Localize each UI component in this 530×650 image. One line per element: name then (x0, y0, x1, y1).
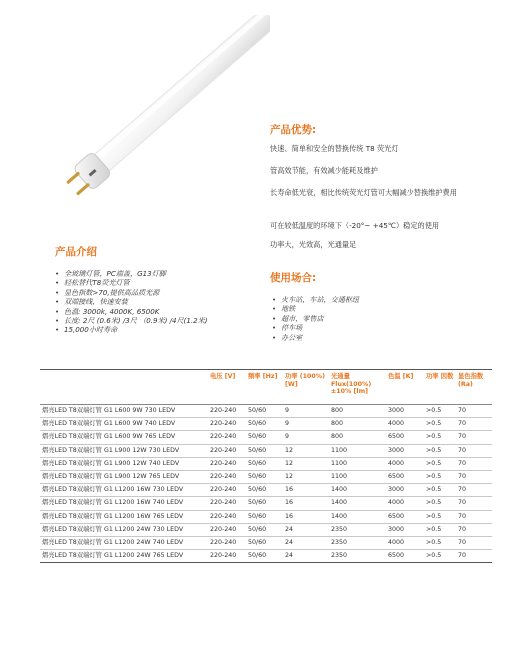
cell-voltage: 220-240 (208, 550, 246, 563)
cell-frequency: 50/60 (246, 405, 283, 418)
cell-product: 熠亮LED T8双端灯管 G1 L600 9W 765 LEDV (40, 431, 208, 444)
advantage-item: 功率大，光效高，光通量足 (270, 240, 357, 249)
cell-cri: 70 (456, 418, 492, 431)
cell-color-temp: 4000 (386, 418, 424, 431)
cell-cri: 70 (456, 471, 492, 484)
table-row (40, 510, 492, 523)
cell-flux: 1400 (329, 497, 386, 510)
cell-cri: 70 (456, 550, 492, 563)
cell-voltage: 220-240 (208, 457, 246, 470)
cell-cri: 70 (456, 405, 492, 418)
cell-power: 16 (283, 484, 329, 497)
cell-product: 熠亮LED T8双端灯管 G1 L1200 16W 730 LEDV (40, 484, 208, 497)
header-frequency: 频率 [Hz] (248, 373, 278, 380)
cell-frequency: 50/60 (246, 550, 283, 563)
cell-color-temp: 6500 (386, 471, 424, 484)
cell-voltage: 220-240 (208, 431, 246, 444)
cell-voltage: 220-240 (208, 523, 246, 536)
cell-cri: 70 (456, 484, 492, 497)
table-row (40, 405, 492, 418)
applications-title: 使用场合: (270, 272, 317, 284)
header-flux: 光通量 Flux(100%)±10% [lm] (331, 373, 372, 396)
cell-power-factor: >0.5 (424, 523, 456, 536)
cell-power: 9 (283, 418, 329, 431)
cell-product: 熠亮LED T8双端灯管 G1 L600 9W 730 LEDV (40, 405, 208, 418)
cell-flux: 800 (329, 418, 386, 431)
cell-cri: 70 (456, 523, 492, 536)
cell-color-temp: 3000 (386, 523, 424, 536)
cell-product: 熠亮LED T8双端灯管 G1 L1200 16W 740 LEDV (40, 497, 208, 510)
table-header-row (40, 370, 492, 405)
cell-color-temp: 3000 (386, 405, 424, 418)
cell-voltage: 220-240 (208, 418, 246, 431)
cell-voltage: 220-240 (208, 510, 246, 523)
cell-cri: 70 (456, 510, 492, 523)
cell-product: 熠亮LED T8双端灯管 G1 L1200 24W 740 LEDV (40, 537, 208, 550)
header-power-factor: 功率 因数 (426, 373, 454, 380)
cell-frequency: 50/60 (246, 537, 283, 550)
cell-color-temp: 3000 (386, 444, 424, 457)
cell-flux: 1100 (329, 457, 386, 470)
intro-item: • 显色指数>70,提供高品质光源 (55, 288, 265, 297)
cell-cri: 70 (456, 497, 492, 510)
cell-voltage: 220-240 (208, 497, 246, 510)
advantage-item: 快速、简单和安全的替换传统 T8 荧光灯 (270, 144, 399, 153)
cell-voltage: 220-240 (208, 537, 246, 550)
table-row (40, 537, 492, 550)
cell-power: 9 (283, 405, 329, 418)
application-item: • 停车场 (272, 323, 472, 332)
intro-item: • 色温: 3000k, 4000K, 6500K (55, 307, 265, 316)
cell-voltage: 220-240 (208, 484, 246, 497)
cell-product: 熠亮LED T8双端灯管 G1 L900 12W 740 LEDV (40, 457, 208, 470)
cell-power-factor: >0.5 (424, 497, 456, 510)
cell-product: 熠亮LED T8双端灯管 G1 L1200 16W 765 LEDV (40, 510, 208, 523)
cell-power-factor: >0.5 (424, 550, 456, 563)
cell-power: 9 (283, 431, 329, 444)
cell-power-factor: >0.5 (424, 457, 456, 470)
cell-power-factor: >0.5 (424, 484, 456, 497)
cell-power-factor: >0.5 (424, 537, 456, 550)
spec-table (40, 369, 492, 563)
cell-power: 12 (283, 457, 329, 470)
cell-flux: 1100 (329, 471, 386, 484)
cell-color-temp: 4000 (386, 497, 424, 510)
cell-color-temp: 6500 (386, 550, 424, 563)
intro-item: • 长度: 2尺 (0.6米) /3尺 （0.9米) /4尺(1.2米) (55, 316, 265, 325)
cell-power-factor: >0.5 (424, 405, 456, 418)
cell-cri: 70 (456, 444, 492, 457)
intro-item: • 轻松替代T8荧光灯管 (55, 278, 265, 287)
cell-cri: 70 (456, 431, 492, 444)
application-item: • 火车站，车站，交通枢纽 (272, 295, 472, 304)
cell-power: 24 (283, 523, 329, 536)
cell-power: 24 (283, 537, 329, 550)
cell-flux: 2350 (329, 537, 386, 550)
application-item: • 地铁 (272, 304, 472, 313)
cell-voltage: 220-240 (208, 471, 246, 484)
table-row (40, 497, 492, 510)
table-row (40, 444, 492, 457)
cell-power-factor: >0.5 (424, 431, 456, 444)
cell-product: 熠亮LED T8双端灯管 G1 L900 12W 730 LEDV (40, 444, 208, 457)
cell-product: 熠亮LED T8双端灯管 G1 L600 9W 740 LEDV (40, 418, 208, 431)
table-row (40, 418, 492, 431)
cell-flux: 2350 (329, 523, 386, 536)
header-cri: 显色指数 (Ra) (458, 373, 484, 388)
cell-color-temp: 6500 (386, 431, 424, 444)
cell-flux: 800 (329, 431, 386, 444)
cell-frequency: 50/60 (246, 431, 283, 444)
header-voltage: 电压 [V] (210, 373, 236, 380)
table-row (40, 484, 492, 497)
cell-frequency: 50/60 (246, 523, 283, 536)
cell-frequency: 50/60 (246, 497, 283, 510)
cell-flux: 800 (329, 405, 386, 418)
cell-product: 熠亮LED T8双端灯管 G1 L1200 24W 765 LEDV (40, 550, 208, 563)
cell-voltage: 220-240 (208, 405, 246, 418)
cell-power-factor: >0.5 (424, 444, 456, 457)
cell-color-temp: 4000 (386, 537, 424, 550)
application-item: • 办公室 (272, 333, 472, 342)
cell-power: 12 (283, 471, 329, 484)
intro-title: 产品介绍 (55, 246, 97, 258)
cell-color-temp: 3000 (386, 484, 424, 497)
table-row (40, 550, 492, 563)
header-product (40, 370, 208, 405)
cell-frequency: 50/60 (246, 484, 283, 497)
table-row (40, 471, 492, 484)
intro-list (55, 269, 265, 335)
advantage-item: 管高效节能，有效减少能耗及维护 (270, 166, 378, 175)
cell-voltage: 220-240 (208, 444, 246, 457)
advantage-item: 可在较低温度的环境下（-20°~ +45℃）稳定的使用 (270, 221, 440, 230)
cell-flux: 1400 (329, 484, 386, 497)
cell-product: 熠亮LED T8双端灯管 G1 L1200 24W 730 LEDV (40, 523, 208, 536)
cell-frequency: 50/60 (246, 471, 283, 484)
cell-frequency: 50/60 (246, 418, 283, 431)
cell-cri: 70 (456, 537, 492, 550)
table-row (40, 457, 492, 470)
application-item: • 超市，零售店 (272, 314, 472, 323)
cell-cri: 70 (456, 457, 492, 470)
applications-list (272, 295, 472, 342)
led-tube-image (40, 15, 270, 225)
cell-frequency: 50/60 (246, 510, 283, 523)
intro-item: • 双端接线，快速安装 (55, 297, 265, 306)
header-power: 功率 (100%) [W] (285, 373, 325, 388)
cell-color-temp: 4000 (386, 457, 424, 470)
cell-power: 12 (283, 444, 329, 457)
cell-power-factor: >0.5 (424, 510, 456, 523)
table-row (40, 523, 492, 536)
cell-flux: 2350 (329, 550, 386, 563)
cell-power: 16 (283, 497, 329, 510)
cell-flux: 1400 (329, 510, 386, 523)
advantages-title: 产品优势: (270, 124, 317, 136)
table-row (40, 431, 492, 444)
cell-frequency: 50/60 (246, 444, 283, 457)
cell-color-temp: 6500 (386, 510, 424, 523)
advantage-item: 长寿命低光衰，相比传统荧光灯管可大幅减少替换维护费用 (270, 188, 457, 197)
cell-power: 16 (283, 510, 329, 523)
cell-frequency: 50/60 (246, 457, 283, 470)
intro-item: • 全玻璃灯管，PC端盖，G13灯脚 (55, 269, 265, 278)
cell-product: 熠亮LED T8双端灯管 G1 L900 12W 765 LEDV (40, 471, 208, 484)
cell-flux: 1100 (329, 444, 386, 457)
cell-power: 24 (283, 550, 329, 563)
intro-item: • 15,000小时寿命 (55, 325, 265, 334)
cell-power-factor: >0.5 (424, 471, 456, 484)
cell-power-factor: >0.5 (424, 418, 456, 431)
header-color-temp: 色温 [K] (388, 373, 414, 380)
